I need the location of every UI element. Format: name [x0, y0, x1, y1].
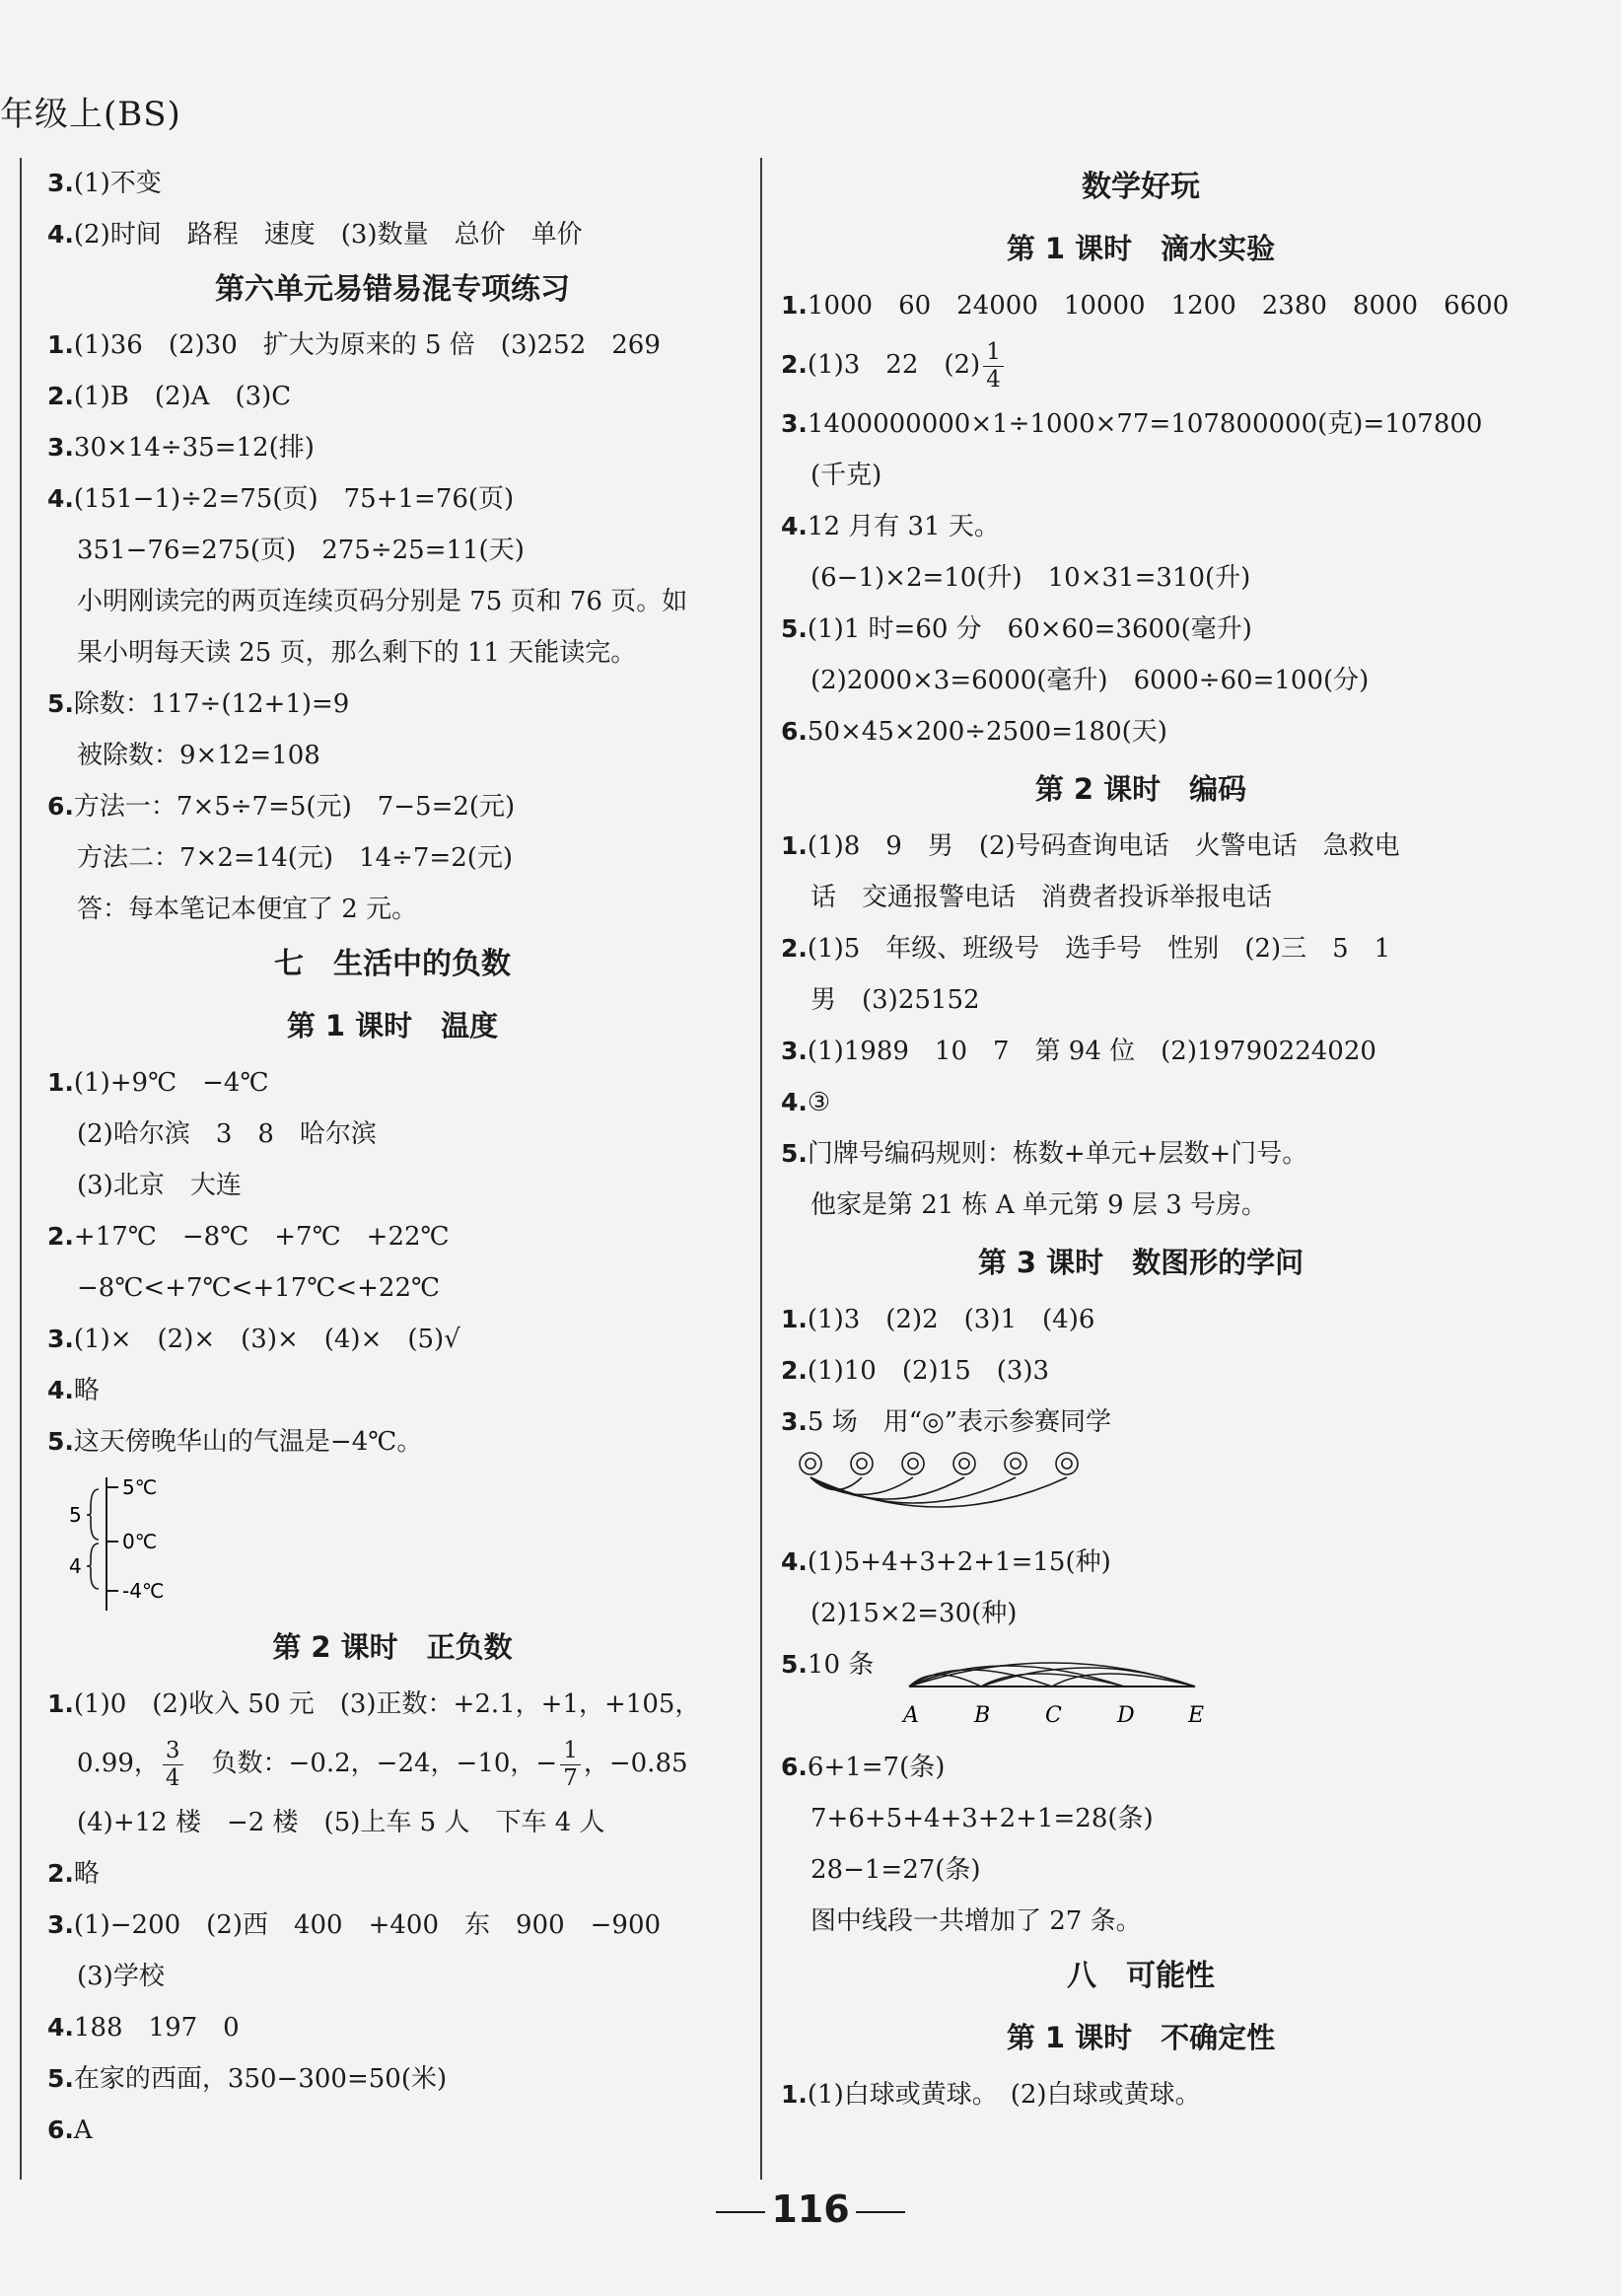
answer-line: 4.(2)时间 路程 速度 (3)数量 总价 单价 — [47, 220, 583, 250]
lesson-heading: 第 1 课时 滴水实验 — [1006, 232, 1276, 265]
segment-label-a: A — [903, 1703, 919, 1728]
answer-line: (2)哈尔滨 3 8 哈尔滨 — [77, 1119, 377, 1149]
answer-line: 5.在家的西面，350−300=50(米) — [47, 2064, 448, 2094]
answer-line: 4.(151−1)÷2=75(页) 75+1=76(页) — [47, 484, 515, 514]
thermo-label-neg4c: -4℃ — [122, 1579, 165, 1603]
lesson-heading: 第 1 课时 不确定性 — [1006, 2021, 1276, 2054]
lesson-heading: 第 2 课时 编码 — [1034, 772, 1247, 806]
answer-line: 4.③ — [781, 1088, 831, 1117]
answer-line: 2.+17℃ −8℃ +7℃ +22℃ — [47, 1222, 450, 1252]
lesson-heading: 第 2 课时 正负数 — [272, 1630, 513, 1664]
answer-line: 话 交通报警电话 消费者投诉举报电话 — [810, 883, 1273, 912]
thermo-label-0c: 0℃ — [122, 1530, 158, 1553]
answer-line: (3)北京 大连 — [77, 1171, 242, 1200]
segment-label-c: C — [1045, 1703, 1062, 1728]
answer-line: 5.(1)1 时=60 分 60×60=3600(毫升) — [781, 614, 1252, 644]
answer-line: 他家是第 21 栋 A 单元第 9 层 3 号房。 — [810, 1190, 1268, 1220]
answer-line: 1.(1)3 (2)2 (3)1 (4)6 — [781, 1305, 1095, 1334]
answer-line: 351−76=275(页) 275÷25=11(天) — [77, 536, 525, 565]
answer-line: 2.(1)3 22 (2) $\frac{1}{4}$ — [781, 331, 1501, 398]
answer-line: 果小明每天读 25 页，那么剩下的 11 天能读完。 — [77, 638, 637, 668]
segment-label-b: B — [974, 1703, 991, 1728]
answer-line: 7+6+5+4+3+2+1=28(条) — [810, 1804, 1154, 1833]
lesson-heading: 第 1 课时 温度 — [286, 1009, 499, 1042]
answer-line: 2.(1)B (2)A (3)C — [47, 382, 292, 411]
answer-line: (2)15×2=30(种) — [810, 1599, 1018, 1628]
left-column — [47, 158, 738, 2156]
answer-line: 男 (3)25152 — [810, 985, 980, 1015]
answer-5-with-segment — [781, 1639, 1501, 1742]
answer-line: 5.除数：117÷(12+1)=9 — [47, 689, 350, 719]
segment-label-e: E — [1188, 1703, 1205, 1728]
answer-line: 5.这天傍晚华山的气温是−4℃。 — [47, 1427, 423, 1457]
column-divider — [760, 158, 762, 2180]
segment-label-d: D — [1117, 1703, 1135, 1728]
right-column — [781, 158, 1510, 2120]
page-number: 116 — [690, 2188, 931, 2231]
answer-line: 方法二：7×2=14(元) 14÷7=2(元) — [77, 843, 514, 873]
answer-line: (4)+12 楼 −2 楼 (5)上车 5 人 下车 4 人 — [77, 1808, 605, 1837]
answer-line: 3.5 场 用“◎”表示参赛同学 — [781, 1407, 1111, 1437]
answer-line: 6.50×45×200÷2500=180(天) — [781, 717, 1167, 747]
answer-line: 1.(1)8 9 男 (2)号码查询电话 火警电话 急救电 — [781, 831, 1400, 861]
answer-line: −8℃<+7℃<+17℃<+22℃ — [77, 1273, 441, 1303]
answer-line: 3.(1)1989 10 7 第 94 位 (2)19790224020 — [781, 1037, 1376, 1066]
answer-line: 5.门牌号编码规则：栋数+单元+层数+门号。 — [781, 1139, 1308, 1169]
answer-line: 6.方法一：7×5÷7=5(元) 7−5=2(元) — [47, 792, 516, 822]
fraction: $\frac{3}{4}$ — [163, 1740, 183, 1790]
left-margin-rule — [20, 158, 22, 2180]
unit-heading: 八 可能性 — [1067, 1959, 1215, 1993]
lesson-heading: 第 3 课时 数图形的学问 — [977, 1246, 1304, 1279]
answer-line: 28−1=27(条) — [810, 1855, 981, 1885]
answer-line: 1.(1)36 (2)30 扩大为原来的 5 倍 (3)252 269 — [47, 330, 661, 360]
answer-line: (2)2000×3=6000(毫升) 6000÷60=100(分) — [810, 666, 1370, 695]
answer-line: 3.(1)× (2)× (3)× (4)× (5)√ — [47, 1325, 460, 1354]
answer-line: 2.略 — [47, 1859, 100, 1889]
answer-line: 2.(1)10 (2)15 (3)3 — [781, 1356, 1050, 1386]
page-number-dash — [856, 2211, 905, 2213]
answer-line: 答：每本笔记本便宜了 2 元。 — [77, 895, 418, 924]
thermo-label-5c: 5℃ — [122, 1475, 158, 1499]
answer-line: 1.(1)白球或黄球。 (2)白球或黄球。 — [781, 2080, 1201, 2110]
answer-line: 4.188 197 0 — [47, 2013, 240, 2043]
answer-line: 3.30×14÷35=12(排) — [47, 433, 315, 463]
answer-line: 6.6+1=7(条) — [781, 1753, 946, 1782]
answer-line: 6.A — [47, 2116, 93, 2145]
answer-line: 4.12 月有 31 天。 — [781, 512, 1000, 541]
answer-line: 1.(1)0 (2)收入 50 元 (3)正数：+2.1，+1，+105， — [47, 1689, 701, 1719]
thermo-diff-4: 4 — [69, 1554, 82, 1578]
answer-line: 4.略 — [47, 1376, 100, 1405]
thermo-diff-5: 5 — [69, 1503, 82, 1527]
answer-line: 3.1400000000×1÷1000×77=107800000(克)=107800 — [781, 409, 1483, 439]
answer-line: 3.(1)−200 (2)西 400 +400 东 900 −900 — [47, 1910, 662, 1940]
section-heading: 第六单元易错易混专项练习 — [215, 272, 570, 307]
fraction: $\frac{1}{7}$ — [560, 1740, 581, 1790]
answer-line: 4.(1)5+4+3+2+1=15(种) — [781, 1547, 1111, 1577]
answer-line: 3.(1)不变 — [47, 169, 162, 198]
page-header: 年级上(BS) — [0, 95, 181, 134]
unit-heading: 数学好玩 — [1082, 170, 1200, 204]
answer-line: (6−1)×2=10(升) 10×31=310(升) — [810, 563, 1251, 593]
unit-heading: 七 生活中的负数 — [274, 947, 511, 981]
answer-line: 2.(1)5 年级、班级号 选手号 性别 (2)三 5 1 — [781, 934, 1391, 964]
answer-line: 5.10 条 — [781, 1650, 875, 1680]
answer-line: 图中线段一共增加了 27 条。 — [810, 1906, 1142, 1936]
answer-line: 被除数：9×12=108 — [77, 741, 320, 770]
answer-line: 小明刚读完的两页连续页码分别是 75 页和 76 页。如 — [77, 587, 688, 616]
thermometer-diagram — [47, 1468, 245, 1615]
fraction: $\frac{1}{4}$ — [983, 341, 1004, 392]
answer-line: (3)学校 — [77, 1962, 165, 1991]
tournament-circles-diagram — [781, 1448, 1106, 1537]
page-number-dash — [716, 2211, 765, 2213]
answer-line: (千克) — [810, 461, 882, 490]
answer-line: 1.(1)+9℃ −4℃ — [47, 1068, 269, 1098]
answer-line: 0.99， $\frac{3}{4}$ 负数：−0.2，−24，−10，− $\frac{1}{7}$ ，−0.85 — [77, 1737, 688, 1791]
answer-line: 1.1000 60 24000 10000 1200 2380 8000 6600 — [781, 291, 1510, 321]
line-segment-diagram — [899, 1643, 1205, 1742]
